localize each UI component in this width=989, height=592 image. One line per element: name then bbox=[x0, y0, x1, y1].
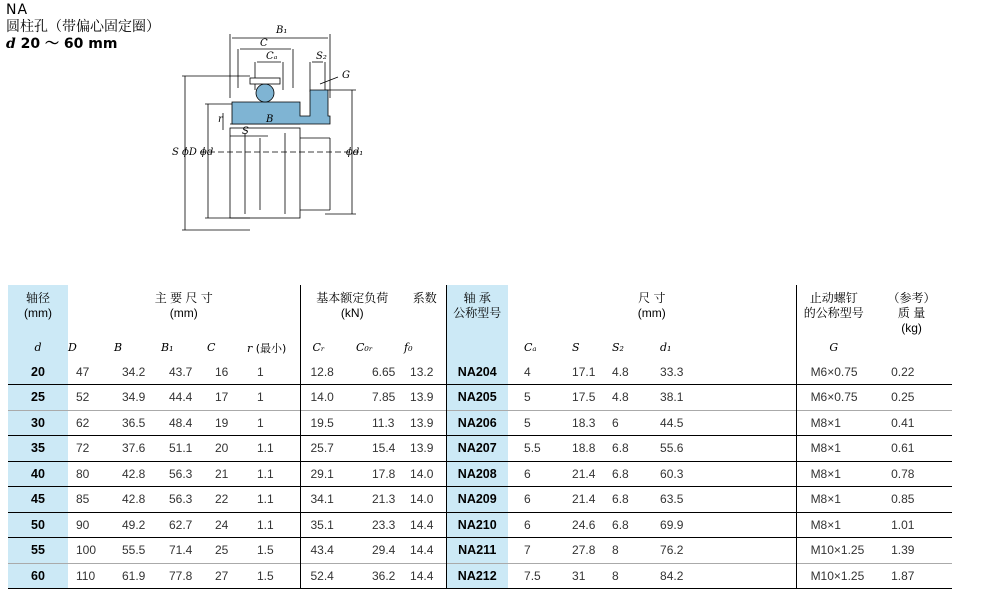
cell-ca: 6 bbox=[508, 487, 554, 513]
cell-bearing-model: NA207 bbox=[446, 436, 508, 462]
cell-b: 55.5 bbox=[114, 538, 161, 564]
cell-s2: 6.8 bbox=[600, 512, 646, 538]
cell-b: 34.9 bbox=[114, 385, 161, 411]
cell-d1: 38.1 bbox=[646, 385, 796, 411]
cell-bore: 25 bbox=[8, 385, 68, 411]
cell-outer-dia: 90 bbox=[68, 512, 114, 538]
cell-s2: 6.8 bbox=[600, 461, 646, 487]
cell-r: 1 bbox=[247, 410, 300, 436]
cell-bore: 40 bbox=[8, 461, 68, 487]
sym-r: r (最小) bbox=[247, 341, 287, 355]
cell-d1: 33.3 bbox=[660, 364, 684, 379]
cell-ca: 5 bbox=[508, 410, 554, 436]
label-r: r bbox=[218, 114, 223, 125]
cell-cr: 19.5 bbox=[300, 410, 346, 436]
cell-c: 16 bbox=[215, 364, 229, 379]
col-dims: 尺 寸 (mm) bbox=[637, 291, 666, 320]
cell-bore: 35 bbox=[8, 436, 68, 462]
cell-c0r: 15.4 bbox=[346, 436, 404, 462]
cell-outer-dia: 52 bbox=[68, 385, 114, 411]
cell-outer-dia: 72 bbox=[68, 436, 114, 462]
cell-r: 1.1 bbox=[247, 512, 300, 538]
col-bearing-model: 轴 承 公称型号 bbox=[446, 285, 508, 336]
cell-set-screw: M8×1 bbox=[796, 436, 871, 462]
cell-c0r: 36.2 bbox=[346, 563, 404, 589]
cell-ca: 6 bbox=[508, 512, 554, 538]
cell-set-screw: M10×1.25 bbox=[796, 563, 871, 589]
label-b1: B₁ bbox=[276, 25, 288, 36]
cell-cr: 34.1 bbox=[300, 487, 346, 513]
table-row bbox=[8, 538, 952, 564]
cell-b1: 44.4 bbox=[161, 385, 207, 411]
cell-bore: 30 bbox=[8, 410, 68, 436]
bore-symbol: d bbox=[6, 36, 16, 52]
cell-s: 17.5 bbox=[554, 385, 600, 411]
cell-b1: 77.8 bbox=[161, 563, 207, 589]
cell-r: 1.1 bbox=[247, 487, 300, 513]
symbol-row bbox=[8, 336, 952, 359]
cell-f0: 13.2 bbox=[410, 364, 434, 379]
sym-d: d bbox=[8, 336, 68, 359]
cell-bearing-model: NA212 bbox=[446, 563, 508, 589]
cell-s: 21.4 bbox=[554, 461, 600, 487]
col-load-rating: 基本额定负荷 (kN) bbox=[300, 285, 404, 336]
sym-mass-blank bbox=[871, 336, 952, 359]
cell-cr: 12.8 bbox=[300, 359, 346, 385]
cell-d1: 44.5 bbox=[646, 410, 796, 436]
table-header-row bbox=[8, 285, 952, 336]
cell-outer-dia: 100 bbox=[68, 538, 114, 564]
sym-d1: d₁ bbox=[660, 341, 672, 354]
cell-bearing-model: NA211 bbox=[446, 538, 508, 564]
cell-r: 1 bbox=[257, 364, 264, 379]
cell-bearing-model: NA210 bbox=[446, 512, 508, 538]
cell-d1: 84.2 bbox=[646, 563, 796, 589]
cell-b: 61.9 bbox=[114, 563, 161, 589]
cell-c: 19 bbox=[207, 410, 247, 436]
cell-c0r: 21.3 bbox=[346, 487, 404, 513]
cell-mass: 1.01 bbox=[871, 512, 952, 538]
table-row bbox=[8, 512, 952, 538]
cell-cr: 52.4 bbox=[300, 563, 346, 589]
cell-r: 1.1 bbox=[247, 461, 300, 487]
cell-b1: 48.4 bbox=[161, 410, 207, 436]
cell-d1: 69.9 bbox=[646, 512, 796, 538]
sym-c0r: C₀ᵣ bbox=[356, 341, 373, 354]
cell-c0r: 6.65 bbox=[372, 364, 396, 379]
col-set-screw: 止动螺钉 的公称型号 bbox=[796, 285, 871, 336]
cell-s2: 6.8 bbox=[600, 436, 646, 462]
cell-b: 42.8 bbox=[114, 461, 161, 487]
cell-s2: 4.8 bbox=[612, 364, 629, 379]
cell-s2: 6.8 bbox=[600, 487, 646, 513]
cell-d1: 63.5 bbox=[646, 487, 796, 513]
bore-range bbox=[6, 36, 160, 53]
cell-cr: 25.7 bbox=[300, 436, 346, 462]
cell-set-screw: M8×1 bbox=[796, 410, 871, 436]
cell-s2: 4.8 bbox=[600, 385, 646, 411]
sym-b: B bbox=[114, 341, 123, 354]
cell-f0: 13.9 bbox=[404, 436, 446, 462]
cell-b1: 51.1 bbox=[161, 436, 207, 462]
cell-c0r: 29.4 bbox=[346, 538, 404, 564]
cell-b: 36.5 bbox=[114, 410, 161, 436]
col-factor: 系数 bbox=[412, 291, 437, 305]
cell-b1: 56.3 bbox=[161, 487, 207, 513]
cell-r: 1.1 bbox=[247, 436, 300, 462]
sym-f0: f₀ bbox=[404, 341, 413, 354]
label-left-dims: S ϕD ϕd bbox=[172, 147, 214, 158]
sym-outer-d: D bbox=[68, 341, 77, 354]
table-row bbox=[8, 410, 952, 436]
sym-ca: Cₐ bbox=[524, 341, 537, 354]
label-c: C bbox=[260, 38, 268, 49]
cell-c: 17 bbox=[207, 385, 247, 411]
bearing-cross-section-drawing bbox=[160, 18, 390, 236]
sym-s: S bbox=[572, 341, 580, 354]
cell-s: 31 bbox=[554, 563, 600, 589]
cell-b1: 56.3 bbox=[161, 461, 207, 487]
cell-r: 1 bbox=[247, 385, 300, 411]
cell-set-screw: M8×1 bbox=[796, 487, 871, 513]
cell-mass: 0.85 bbox=[871, 487, 952, 513]
sym-c: C bbox=[207, 341, 216, 354]
cell-f0: 14.4 bbox=[404, 538, 446, 564]
cell-s: 18.3 bbox=[554, 410, 600, 436]
cell-f0: 14.0 bbox=[404, 461, 446, 487]
cell-b: 34.2 bbox=[122, 364, 146, 379]
series-subtitle: 圆柱孔（带偏心固定圈） bbox=[6, 19, 160, 35]
cell-bore: 55 bbox=[8, 538, 68, 564]
label-g: G bbox=[342, 70, 350, 81]
cell-f0: 14.4 bbox=[404, 563, 446, 589]
cell-bearing-model: NA208 bbox=[446, 461, 508, 487]
table-row bbox=[8, 436, 952, 462]
cell-b: 42.8 bbox=[114, 487, 161, 513]
cell-outer-dia: 80 bbox=[68, 461, 114, 487]
cell-b1: 62.7 bbox=[161, 512, 207, 538]
cell-d1: 60.3 bbox=[646, 461, 796, 487]
cell-outer-dia: 47 bbox=[76, 364, 90, 379]
cell-d1: 55.6 bbox=[646, 436, 796, 462]
cell-cr: 35.1 bbox=[300, 512, 346, 538]
cell-bore: 50 bbox=[8, 512, 68, 538]
cell-bearing-model: NA206 bbox=[446, 410, 508, 436]
cell-bore: 20 bbox=[8, 359, 68, 385]
table-row bbox=[8, 563, 952, 589]
cell-ca: 7 bbox=[508, 538, 554, 564]
cell-s: 24.6 bbox=[554, 512, 600, 538]
sym-blank bbox=[446, 336, 508, 359]
cell-c: 22 bbox=[207, 487, 247, 513]
label-s2: S₂ bbox=[316, 51, 327, 62]
series-code: NA bbox=[6, 2, 29, 18]
label-ca: Cₐ bbox=[266, 51, 278, 62]
cell-f0: 14.4 bbox=[404, 512, 446, 538]
cell-r: 1.5 bbox=[247, 563, 300, 589]
cell-s2: 8 bbox=[600, 563, 646, 589]
cell-c0r: 7.85 bbox=[346, 385, 404, 411]
cell-bearing-model: NA209 bbox=[446, 487, 508, 513]
cell-c: 24 bbox=[207, 512, 247, 538]
cell-s2: 6 bbox=[600, 410, 646, 436]
page-header bbox=[6, 2, 160, 53]
cell-s2: 8 bbox=[600, 538, 646, 564]
cell-c0r: 23.3 bbox=[346, 512, 404, 538]
cell-c: 27 bbox=[207, 563, 247, 589]
cell-r: 1.5 bbox=[247, 538, 300, 564]
sym-cr: Cᵣ bbox=[300, 336, 346, 359]
cell-c: 20 bbox=[207, 436, 247, 462]
cell-outer-dia: 110 bbox=[68, 563, 114, 589]
cell-cr: 14.0 bbox=[300, 385, 346, 411]
cell-cr: 43.4 bbox=[300, 538, 346, 564]
cell-b: 49.2 bbox=[114, 512, 161, 538]
cell-mass: 1.39 bbox=[871, 538, 952, 564]
specification-table bbox=[8, 285, 952, 589]
cell-set-screw: M8×1 bbox=[796, 512, 871, 538]
label-s: S bbox=[242, 126, 249, 137]
cell-c: 25 bbox=[207, 538, 247, 564]
cell-bearing-model: NA205 bbox=[446, 385, 508, 411]
bore-range-text: 20 ～ 60 mm bbox=[20, 36, 118, 52]
cell-mass: 0.41 bbox=[871, 410, 952, 436]
table-row bbox=[8, 385, 952, 411]
cell-ca: 7.5 bbox=[508, 563, 554, 589]
table-row bbox=[8, 461, 952, 487]
cell-b1: 43.7 bbox=[169, 364, 193, 379]
cell-b: 37.6 bbox=[114, 436, 161, 462]
cell-s: 17.1 bbox=[572, 364, 596, 379]
cell-f0: 13.9 bbox=[404, 410, 446, 436]
cell-ca: 6 bbox=[508, 461, 554, 487]
cell-b1: 71.4 bbox=[161, 538, 207, 564]
cell-s: 18.8 bbox=[554, 436, 600, 462]
cell-f0: 13.9 bbox=[404, 385, 446, 411]
cell-c0r: 11.3 bbox=[346, 410, 404, 436]
cell-set-screw: M6×0.75 bbox=[796, 359, 871, 385]
label-d1: ϕd₁ bbox=[346, 147, 364, 158]
cell-outer-dia: 62 bbox=[68, 410, 114, 436]
cell-mass: 0.25 bbox=[871, 385, 952, 411]
sym-b1: B₁ bbox=[161, 341, 174, 354]
table-row bbox=[8, 487, 952, 513]
cell-mass: 1.87 bbox=[871, 563, 952, 589]
cell-set-screw: M6×0.75 bbox=[796, 385, 871, 411]
cell-mass: 0.61 bbox=[871, 436, 952, 462]
cell-set-screw: M8×1 bbox=[796, 461, 871, 487]
sym-g: G bbox=[796, 336, 871, 359]
cell-ca: 5 bbox=[508, 385, 554, 411]
cell-cr: 29.1 bbox=[300, 461, 346, 487]
cell-s: 21.4 bbox=[554, 487, 600, 513]
col-mass: （参考） 质 量 (kg) bbox=[887, 291, 936, 335]
col-shaft-dia: 轴径 (mm) bbox=[8, 285, 68, 336]
table-row bbox=[8, 359, 952, 385]
cell-bore: 60 bbox=[8, 563, 68, 589]
cell-f0: 14.0 bbox=[404, 487, 446, 513]
cell-mass: 0.22 bbox=[891, 364, 915, 379]
cell-set-screw: M10×1.25 bbox=[796, 538, 871, 564]
cell-ca: 4 bbox=[524, 364, 531, 379]
cell-d1: 76.2 bbox=[646, 538, 796, 564]
cell-ca: 5.5 bbox=[508, 436, 554, 462]
cell-c0r: 17.8 bbox=[346, 461, 404, 487]
cell-bore: 45 bbox=[8, 487, 68, 513]
cell-s: 27.8 bbox=[554, 538, 600, 564]
cell-c: 21 bbox=[207, 461, 247, 487]
cell-mass: 0.78 bbox=[871, 461, 952, 487]
label-b: B bbox=[266, 114, 274, 125]
sym-s2: S₂ bbox=[612, 341, 624, 354]
col-main-dims: 主 要 尺 寸 (mm) bbox=[154, 291, 213, 320]
cell-bearing-model: NA204 bbox=[446, 359, 508, 385]
cell-outer-dia: 85 bbox=[68, 487, 114, 513]
